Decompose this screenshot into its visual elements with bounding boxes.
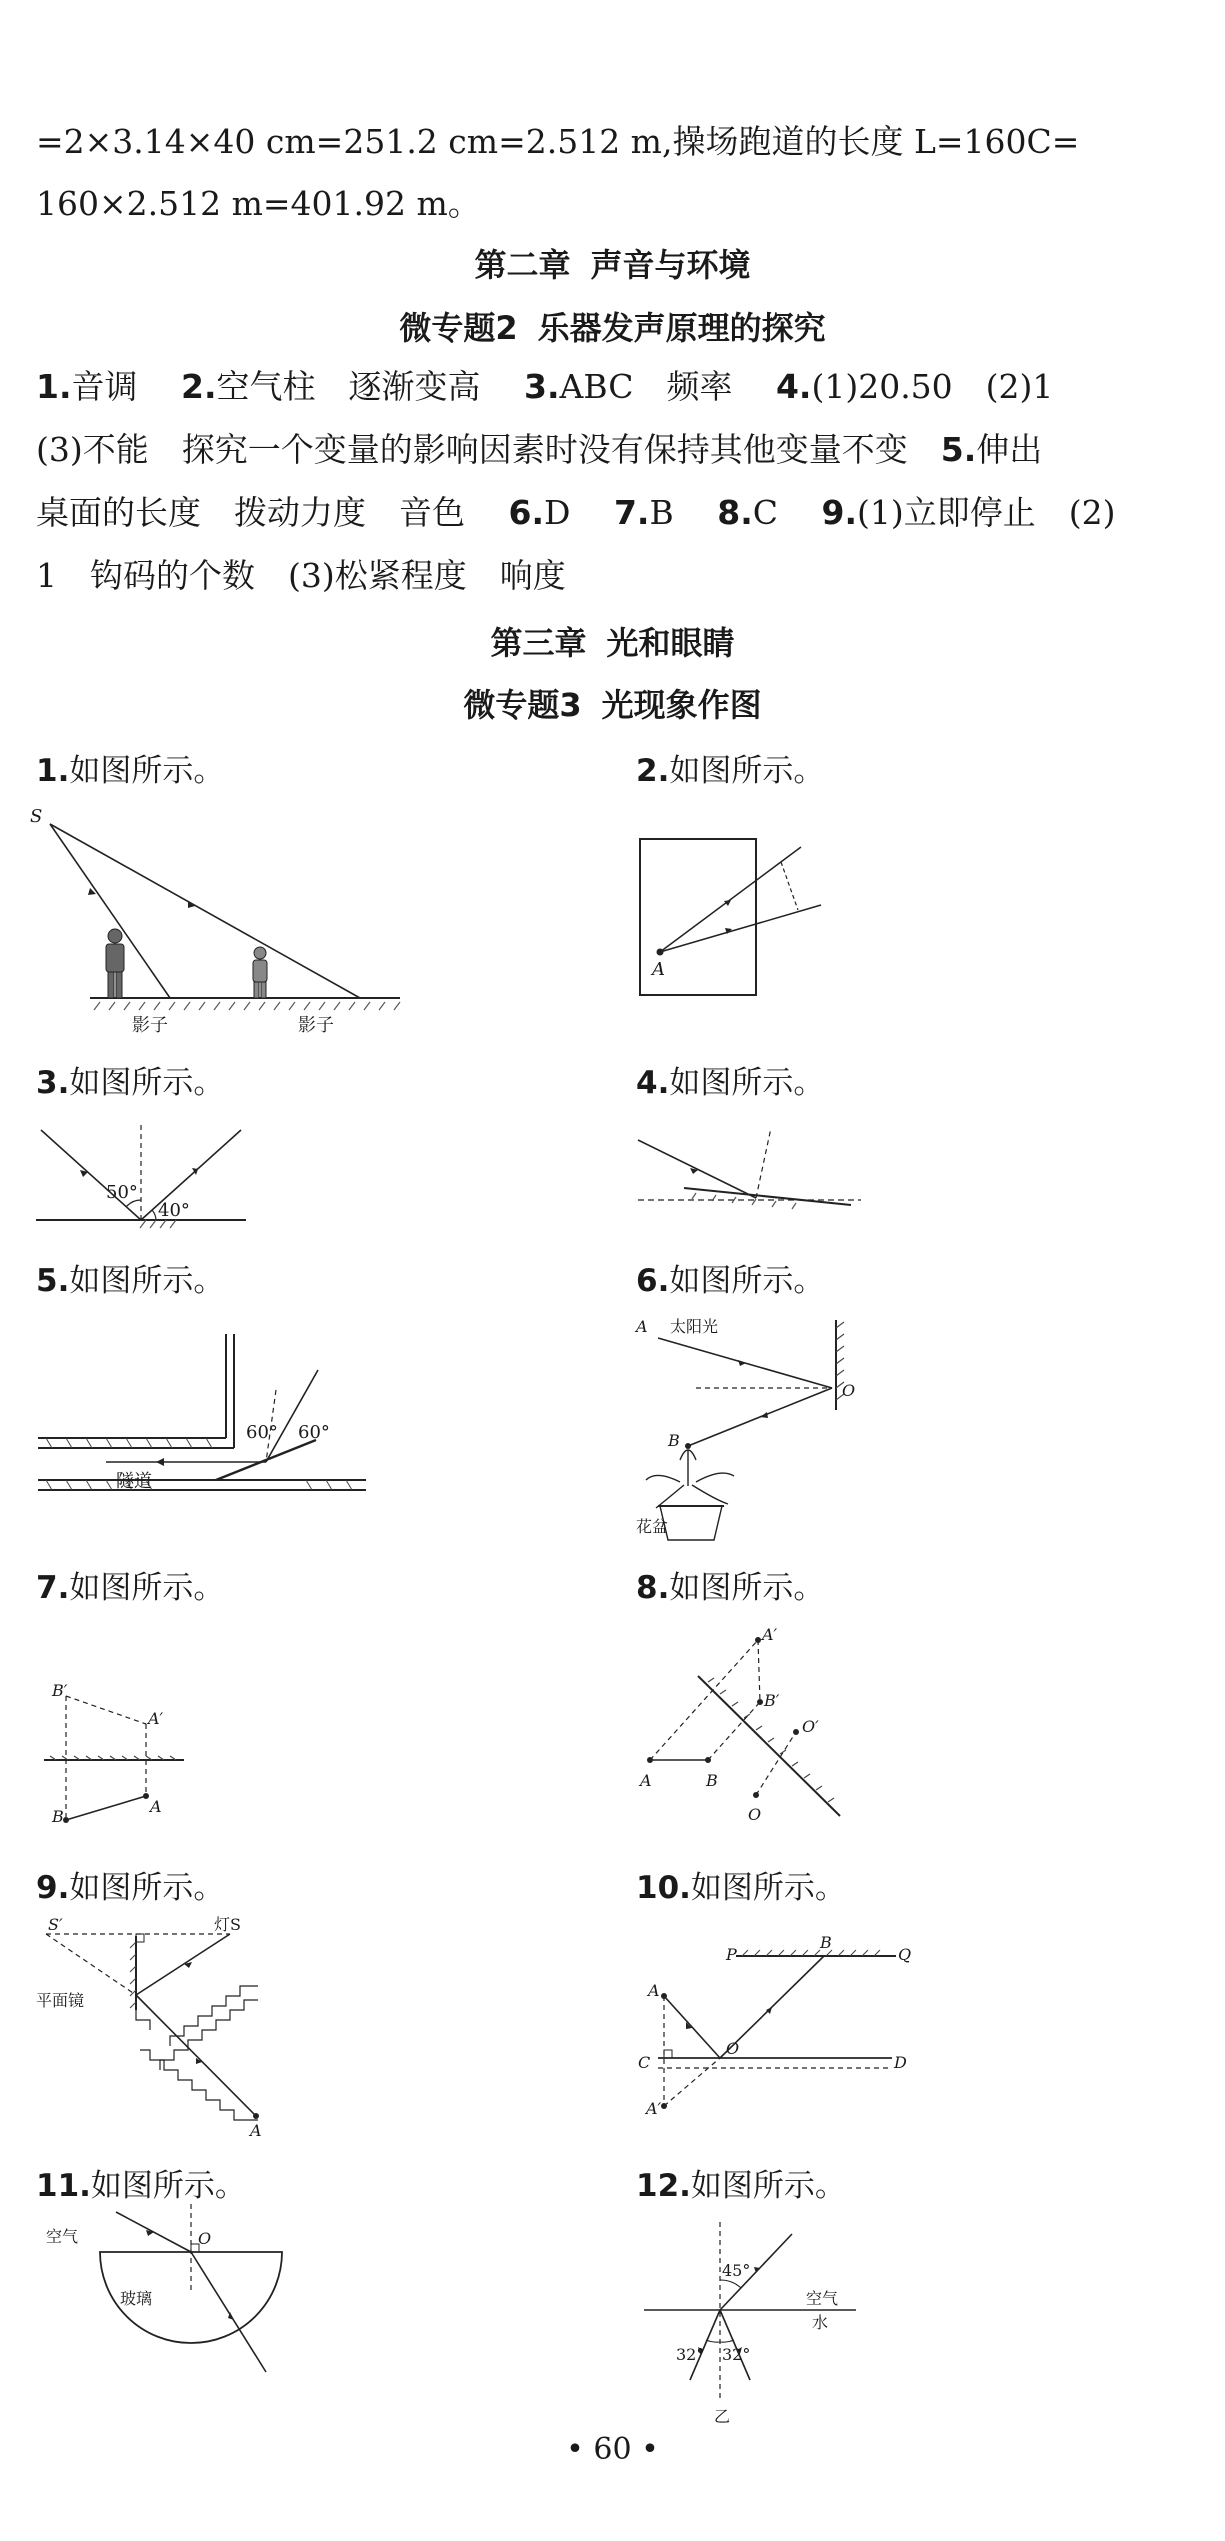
- figure-1-shadows: [30, 808, 410, 1038]
- label-q: Q: [898, 1945, 912, 1964]
- answer-number: 7.: [613, 493, 650, 532]
- air-label: 空气: [46, 2227, 79, 2246]
- label-o: O: [748, 1805, 762, 1824]
- answer-text: D: [544, 493, 571, 532]
- label-a: A: [250, 2121, 262, 2140]
- figure-10-two-mirrors: [636, 1930, 912, 2120]
- chapter-title: 第三章: [490, 624, 587, 662]
- angle-label: 60°: [298, 1422, 330, 1443]
- figure-3-reflection: [36, 1120, 276, 1235]
- figure-9-plane-mirror-stairs: [36, 1915, 296, 2140]
- item-label: 5.如图所示。: [36, 1263, 225, 1299]
- label-b: B: [668, 1431, 680, 1450]
- chapter-heading: [0, 240, 1225, 286]
- label-d: D: [894, 2053, 907, 2072]
- answer-text: 伸出: [976, 430, 1043, 469]
- answer-text: ABC 频率: [559, 367, 733, 406]
- topic-number: 微专题3: [463, 686, 582, 724]
- topic-heading: [0, 303, 1225, 349]
- label-b: B: [820, 1933, 832, 1952]
- text-line: =2×3.14×40 cm=251.2 cm=2.512 m,操场跑道的长度 L=160C=: [36, 122, 1080, 161]
- label-b-prime: B′: [52, 1681, 68, 1700]
- answer-line: 1 钩码的个数 (3)松紧程度 响度: [36, 556, 566, 595]
- answer-text: B: [649, 493, 674, 532]
- answer-text: 桌面的长度 拨动力度 音色: [36, 493, 465, 532]
- answer-line: [36, 367, 1196, 407]
- label-s-prime: S′: [48, 1915, 63, 1934]
- angle-label: 32°: [676, 2345, 705, 2364]
- chapter-title: 第二章: [474, 246, 571, 284]
- figure-6-sunlight: [636, 1310, 866, 1540]
- label-p: P: [726, 1945, 737, 1964]
- item-label: 6.如图所示。: [636, 1263, 825, 1299]
- item-label: 1.如图所示。: [36, 753, 225, 789]
- pot-label: 花盆: [636, 1517, 669, 1536]
- label-o-prime: O′: [802, 1717, 819, 1736]
- shadow-label: 影子: [298, 1015, 334, 1036]
- label-yi: 乙: [714, 2407, 731, 2426]
- chapter-heading: [0, 618, 1225, 664]
- tunnel-label: 隧道: [116, 1471, 152, 1492]
- mirror-label: 平面镜: [36, 1991, 85, 2010]
- air-label: 空气: [806, 2289, 839, 2308]
- label-a-prime: A′: [148, 1709, 164, 1728]
- sun-label: 太阳光: [670, 1317, 719, 1336]
- item-label: 8.如图所示。: [636, 1570, 825, 1606]
- label-a: A: [652, 959, 665, 980]
- label-b: B: [706, 1771, 718, 1790]
- answer-text: (1)20.50 (2)1: [811, 367, 1054, 406]
- text-line: 160×2.512 m=401.92 m。: [36, 184, 481, 223]
- label-o: O: [842, 1381, 856, 1400]
- answer-number: 4.: [775, 367, 812, 406]
- answer-text: 空气柱 逐渐变高: [216, 367, 481, 406]
- item-label: 2.如图所示。: [636, 753, 825, 789]
- label-a: A: [150, 1797, 162, 1816]
- label-o: O: [198, 2229, 212, 2248]
- answer-number: 1.: [36, 367, 72, 406]
- answer-text: 音调: [71, 367, 138, 406]
- angle-label: 40°: [158, 1200, 190, 1221]
- label-o: O: [726, 2039, 740, 2058]
- answer-text: (3)不能 探究一个变量的影响因素时没有保持其他变量不变: [36, 430, 908, 469]
- answer-line: [36, 493, 1196, 533]
- label-b: B: [52, 1807, 64, 1826]
- item-label: 3.如图所示。: [36, 1065, 225, 1101]
- item-label: 12.如图所示。: [636, 2168, 846, 2204]
- angle-label: 45°: [722, 2261, 751, 2280]
- figure-7-mirror-image: [36, 1660, 206, 1826]
- answer-text: C: [752, 493, 778, 532]
- glass-label: 玻璃: [120, 2289, 153, 2308]
- label-a: A: [640, 1771, 652, 1790]
- water-label: 水: [812, 2313, 829, 2332]
- page-number: • 60 •: [566, 2432, 659, 2467]
- lamp-label: 灯S: [214, 1915, 241, 1934]
- person-icon: [253, 947, 267, 998]
- label-b-prime: B′: [764, 1691, 780, 1710]
- answer-number: 5.: [940, 430, 977, 469]
- label-a-prime: A′: [762, 1625, 778, 1644]
- answer-number: 3.: [524, 367, 560, 406]
- shadow-label: 影子: [132, 1015, 168, 1036]
- figure-11-semicircle-glass: [36, 2200, 296, 2380]
- item-label: 7.如图所示。: [36, 1570, 225, 1606]
- answer-number: 9.: [821, 493, 857, 532]
- figure-4-refraction: [636, 1120, 866, 1220]
- chapter-subtitle: 声音与环境: [590, 246, 751, 284]
- chapter-subtitle: 光和眼睛: [606, 624, 735, 662]
- label-a: A: [636, 1317, 648, 1336]
- figure-2-box: [636, 835, 846, 1005]
- angle-label: 32°: [722, 2345, 751, 2364]
- answer-line: [36, 430, 1196, 470]
- item-label: 11.如图所示。: [36, 2168, 246, 2204]
- angle-label: 50°: [106, 1182, 138, 1203]
- label-c: C: [638, 2053, 651, 2072]
- figure-5-tunnel: [36, 1330, 376, 1520]
- label-s: S: [30, 806, 43, 827]
- label-a-prime: A′: [646, 2099, 662, 2118]
- topic-title: 光现象作图: [601, 686, 762, 724]
- item-label: 4.如图所示。: [636, 1065, 825, 1101]
- label-a: A: [648, 1981, 660, 2000]
- answer-number: 8.: [717, 493, 753, 532]
- item-label: 10.如图所示。: [636, 1870, 846, 1906]
- topic-number: 微专题2: [399, 309, 518, 347]
- answer-number: 2.: [181, 367, 217, 406]
- figure-8-inclined-mirror: [636, 1620, 866, 1840]
- item-label: 9.如图所示。: [36, 1870, 225, 1906]
- angle-label: 60°: [246, 1422, 278, 1443]
- figure-12-refraction-water: [636, 2210, 896, 2430]
- topic-title: 乐器发声原理的探究: [537, 309, 826, 347]
- answer-text: (1)立即停止 (2): [856, 493, 1116, 532]
- topic-heading: [0, 680, 1225, 726]
- answer-number: 6.: [508, 493, 544, 532]
- person-icon: [106, 929, 124, 998]
